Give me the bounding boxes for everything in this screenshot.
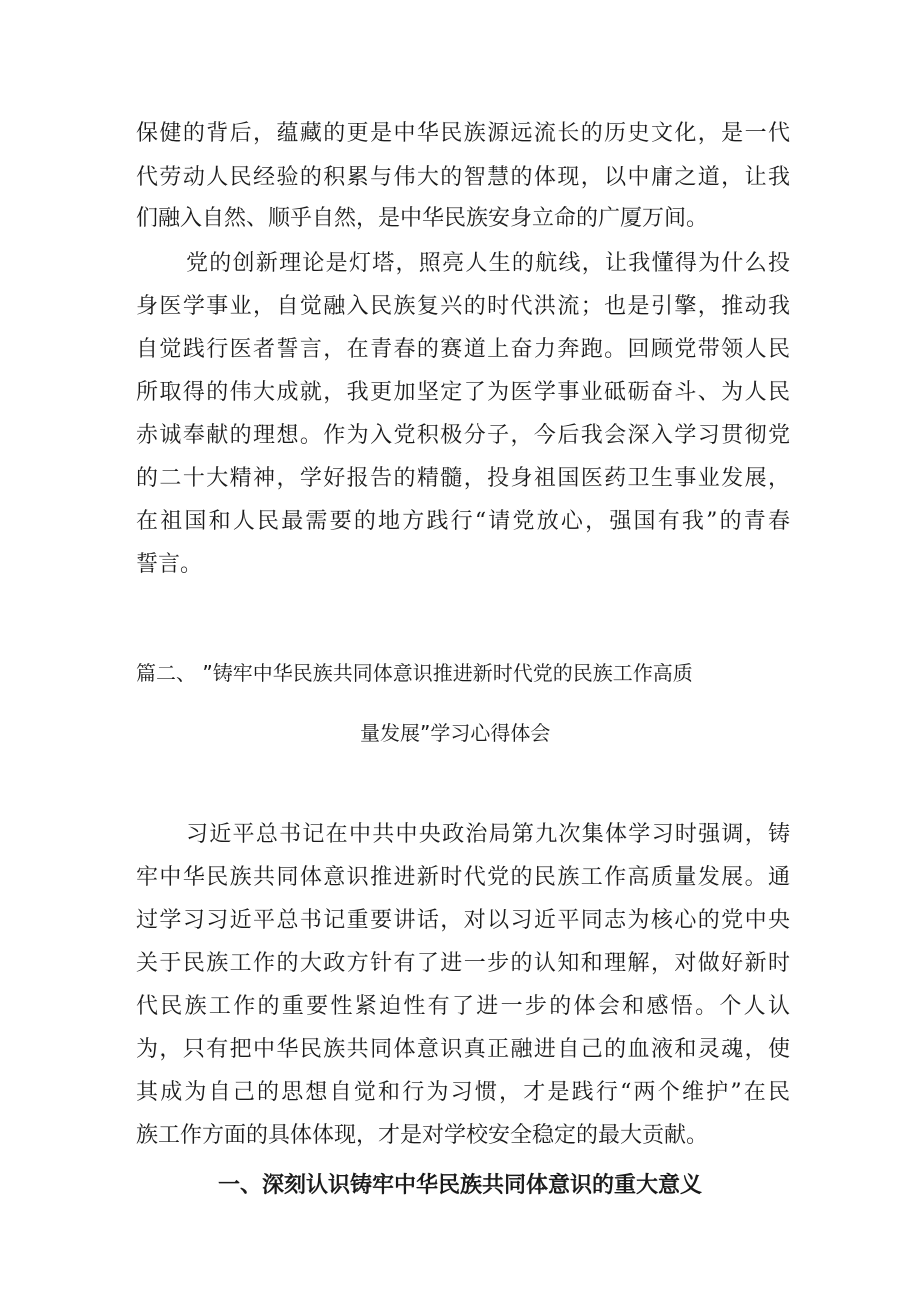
- paragraph-1-line-3: 们融入自然、顺乎自然，是中华民族安身立命的广厦万间。: [136, 206, 709, 231]
- paragraph-3-line-7: 其成为自己的思想自觉和行为习惯，才是践行“两个维护”在民: [136, 1080, 790, 1105]
- paragraph-2-line-8: 誓言。: [136, 552, 203, 577]
- paragraph-3-line-3: 过学习习近平总书记重要讲话，对以习近平同志为核心的党中央: [136, 908, 790, 933]
- paragraph-3-line-5: 代民族工作的重要性紧迫性有了进一步的体会和感悟。个人认: [136, 994, 790, 1019]
- paragraph-3-line-1: 习近平总书记在中共中央政治局第九次集体学习时强调，铸: [186, 822, 790, 847]
- subheading-1: 一、深刻认识铸牢中华民族共同体意识的重大意义: [217, 1173, 702, 1198]
- section-title-line-1: 篇二、 ”铸牢中华民族共同体意识推进新时代党的民族工作高质: [136, 661, 693, 685]
- paragraph-2-line-7: 在祖国和人民最需要的地方践行“请党放心，强国有我”的青春: [136, 509, 790, 534]
- paragraph-3-line-2: 牢中华民族共同体意识推进新时代党的民族工作高质量发展。通: [136, 865, 790, 890]
- paragraph-2-line-4: 所取得的伟大成就，我更加坚定了为医学事业砥砺奋斗、为人民: [136, 380, 790, 405]
- paragraph-1-line-2: 代劳动人民经验的积累与伟大的智慧的体现，以中庸之道，让我: [136, 165, 790, 190]
- paragraph-2-line-6: 的二十大精神，学好报告的精髓，投身祖国医药卫生事业发展，: [136, 466, 790, 491]
- paragraph-2-line-1: 党的创新理论是灯塔，照亮人生的航线，让我懂得为什么投: [186, 251, 790, 276]
- paragraph-3-line-6: 为，只有把中华民族共同体意识真正融进自己的血液和灵魂，使: [136, 1037, 790, 1062]
- paragraph-3-line-4: 关于民族工作的大政方针有了进一步的认知和理解，对做好新时: [136, 951, 790, 976]
- section-title-line-2: 量发展”学习心得体会: [360, 721, 551, 745]
- paragraph-1-line-1: 保健的背后，蕴藏的更是中华民族源远流长的历史文化，是一代: [136, 121, 790, 146]
- paragraph-2-line-3: 自觉践行医者誓言，在青春的赛道上奋力奔跑。回顾党带领人民: [136, 337, 790, 362]
- paragraph-3-line-8: 族工作方面的具体体现，才是对学校安全稳定的最大贡献。: [136, 1123, 709, 1148]
- paragraph-2-line-5: 赤诚奉献的理想。作为入党积极分子，今后我会深入学习贯彻党: [136, 423, 790, 448]
- paragraph-2-line-2: 身医学事业，自觉融入民族复兴的时代洪流；也是引擎，推动我: [136, 294, 790, 319]
